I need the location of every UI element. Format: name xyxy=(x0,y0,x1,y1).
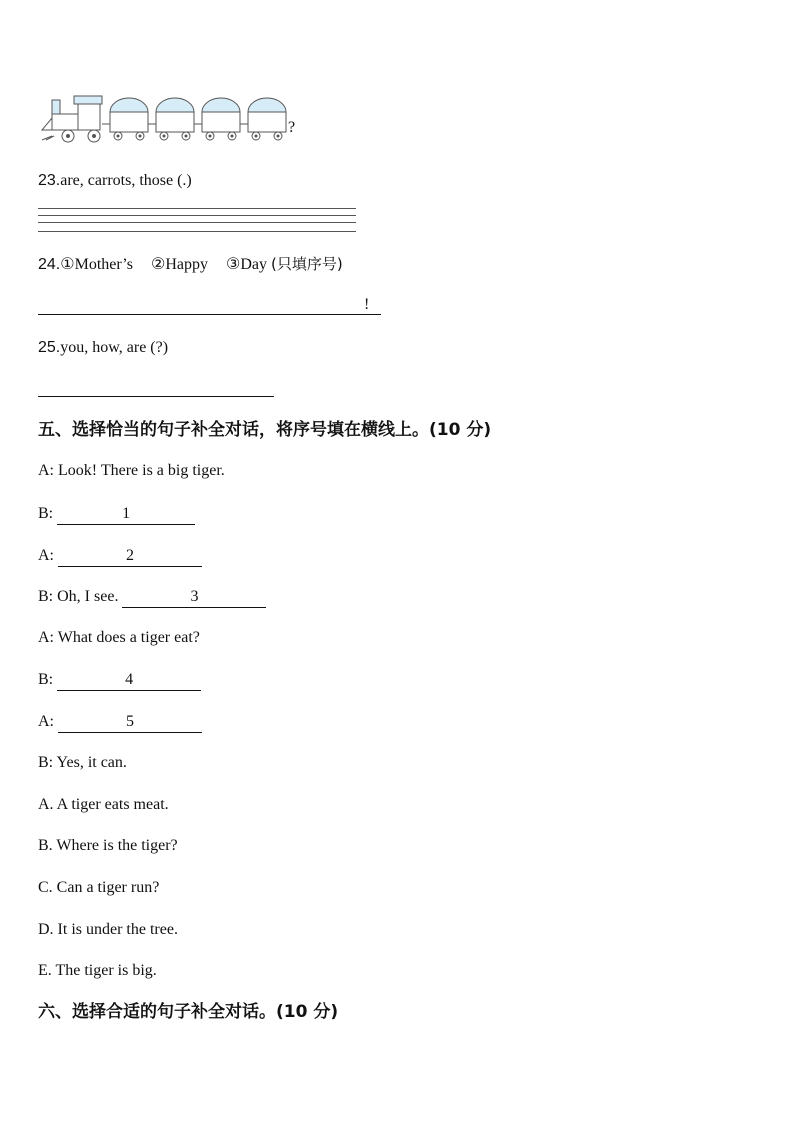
question-number: 25. xyxy=(38,339,61,356)
train-illustration xyxy=(38,92,300,146)
answer-line[interactable] xyxy=(38,295,381,315)
question-25 xyxy=(38,338,168,358)
writing-line xyxy=(38,222,356,223)
option-e: E. The tiger is big. xyxy=(38,962,157,979)
question-number: 23. xyxy=(38,172,61,189)
question-23 xyxy=(38,171,192,191)
dialogue-line: A: What does a tiger eat? xyxy=(38,629,200,646)
dialogue-line: A: Look! There is a big tiger. xyxy=(38,462,225,479)
train-icon xyxy=(38,92,300,146)
answer-blank[interactable]: 5 xyxy=(58,712,202,733)
word-option-2: ②Happy xyxy=(150,256,208,273)
answer-blank[interactable]: 4 xyxy=(57,670,201,691)
writing-line xyxy=(38,215,356,216)
question-24 xyxy=(38,254,343,275)
section-5-heading: 五、选择恰当的句子补全对话，将序号填在横线上。(10 分) xyxy=(38,420,492,440)
instruction-note: (只填序号) xyxy=(270,255,343,273)
writing-line xyxy=(38,208,356,209)
answer-blank[interactable]: 2 xyxy=(58,546,202,567)
answer-blank[interactable]: 3 xyxy=(122,587,266,608)
option-d: D. It is under the tree. xyxy=(38,921,178,938)
dialogue-line: A: 2 xyxy=(38,546,202,567)
dialogue-line: B: 4 xyxy=(38,670,201,691)
option-b: B. Where is the tiger? xyxy=(38,837,178,854)
option-a: A. A tiger eats meat. xyxy=(38,796,169,813)
answer-blank[interactable]: 1 xyxy=(57,504,195,525)
dialogue-line: B: Oh, I see. 3 xyxy=(38,587,266,608)
option-c: C. Can a tiger run? xyxy=(38,879,160,896)
question-text: are, carrots, those (.) xyxy=(60,172,192,189)
dialogue-line: B: Yes, it can. xyxy=(38,754,127,771)
dialogue-line: B: 1 xyxy=(38,504,195,525)
word-option-1: ①Mother’s xyxy=(60,256,133,273)
question-number: 24. xyxy=(38,256,61,273)
dialogue-line: A: 5 xyxy=(38,712,202,733)
writing-line xyxy=(38,231,356,232)
question-text: you, how, are (?) xyxy=(60,339,169,356)
exclamation-mark: ! xyxy=(364,296,370,313)
section-6-heading: 六、选择合适的句子补全对话。(10 分) xyxy=(38,1002,339,1022)
word-option-3: ③Day xyxy=(225,256,267,273)
train-question-mark: ? xyxy=(288,119,296,136)
answer-line[interactable] xyxy=(38,396,274,397)
